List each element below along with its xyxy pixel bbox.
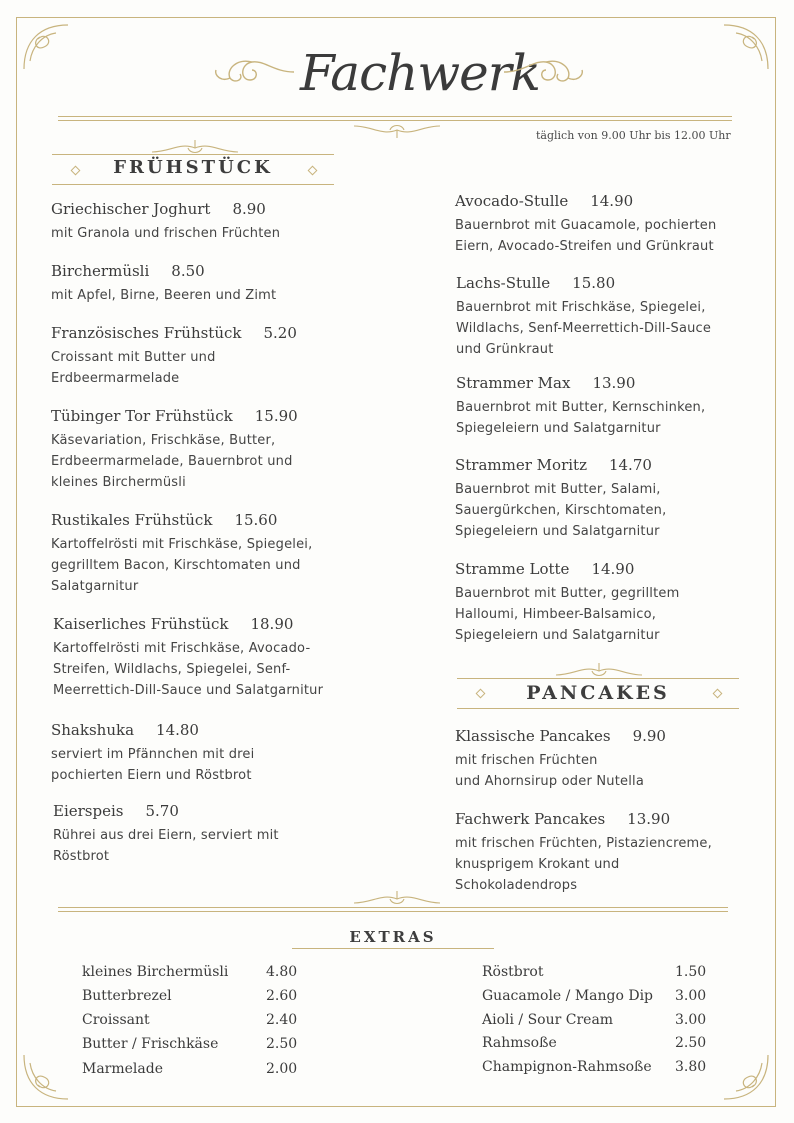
extra-name: Röstbrot [482, 964, 544, 980]
menu-item [51, 721, 254, 786]
extra-name: Rahmsoße [482, 1035, 557, 1051]
extra-item [82, 988, 298, 1004]
flourish-ornament-icon [352, 889, 442, 907]
menu-item [455, 192, 716, 257]
item-price: 5.70 [145, 802, 179, 820]
menu-item [455, 456, 666, 542]
logo: Fachwerk [300, 44, 540, 102]
item-price: 14.80 [156, 721, 199, 739]
menu-item [456, 374, 705, 439]
item-price: 13.90 [592, 374, 636, 392]
item-description: Bauernbrot mit Guacamole, pochierten Eiern, Avocado-Streifen und Grünkraut [455, 218, 717, 254]
corner-ornament-icon [720, 1051, 772, 1103]
extra-name: Croissant [82, 1012, 150, 1028]
extras-divider [58, 907, 728, 912]
extra-price: 2.40 [266, 1012, 298, 1028]
extra-price: 3.00 [675, 988, 707, 1004]
header-divider [58, 116, 732, 121]
item-name: Eierspeis [53, 802, 124, 820]
extra-price: 2.50 [675, 1035, 707, 1051]
item-price: 15.90 [254, 407, 298, 425]
menu-item [455, 560, 679, 646]
item-price: 15.60 [234, 511, 278, 529]
item-description: Rührei aus drei Eiern, serviert mit Röstbrot [53, 828, 279, 864]
item-price: 18.90 [250, 615, 294, 633]
item-description: Bauernbrot mit Frischkäse, Spiegelei, Wildlachs, Senf-Meerrettich-Dill-Sauce und Grünkraut [456, 300, 712, 357]
section-title-extras: EXTRAS [349, 928, 437, 946]
item-name: Französisches Frühstück [51, 324, 242, 342]
item-name: Rustikales Frühstück [51, 511, 213, 529]
menu-item [455, 810, 712, 896]
item-name: Tübinger Tor Frühstück [51, 407, 233, 425]
item-name: Fachwerk Pancakes [455, 810, 606, 828]
flourish-ornament-icon [554, 661, 644, 679]
extra-item [82, 964, 298, 980]
extra-item [482, 1012, 707, 1028]
section-divider [457, 708, 739, 709]
menu-item [51, 200, 280, 244]
section-divider [52, 184, 334, 185]
item-price: 13.90 [627, 810, 671, 828]
extra-name: Marmelade [82, 1061, 164, 1077]
item-description: mit Granola und frischen Früchten [51, 226, 281, 241]
item-description: serviert im Pfännchen mit drei pochierten Eiern und Röstbrot [51, 747, 255, 783]
item-name: Strammer Max [456, 374, 571, 392]
item-price: 8.90 [232, 200, 266, 218]
extra-item [482, 1059, 707, 1075]
section-title-pancakes: PANCAKES [526, 682, 670, 704]
section-divider [292, 948, 494, 949]
menu-item [51, 262, 276, 306]
menu-item [51, 407, 298, 493]
item-description: mit frischen Früchten und Ahornsirup oder Nutella [455, 753, 644, 789]
menu-item [53, 802, 279, 867]
item-description: mit frischen Früchten, Pistaziencreme, knusprigem Krokant und Schokoladendrops [455, 836, 712, 893]
item-price: 5.20 [263, 324, 297, 342]
corner-ornament-icon [20, 21, 72, 73]
item-price: 8.50 [171, 262, 205, 280]
section-divider [52, 154, 334, 155]
extra-price: 2.60 [266, 988, 298, 1004]
extra-item [82, 1061, 298, 1077]
opening-hours: täglich von 9.00 Uhr bis 12.00 Uhr [536, 129, 731, 142]
extra-name: Butter / Frischkäse [82, 1036, 219, 1052]
menu-item [456, 274, 711, 360]
item-name: Lachs-Stulle [456, 274, 551, 292]
extra-price: 1.50 [675, 964, 707, 980]
item-price: 14.90 [590, 192, 634, 210]
item-name: Strammer Moritz [455, 456, 587, 474]
extra-name: kleines Birchermüsli [82, 964, 229, 980]
swirl-ornament-icon [500, 52, 588, 92]
item-description: Käsevariation, Frischkäse, Butter, Erdbeermarmelade, Bauernbrot und kleines Birchermüsli [51, 433, 293, 490]
item-name: Klassische Pancakes [455, 727, 611, 745]
swirl-ornament-icon [210, 52, 298, 92]
extra-price: 3.80 [675, 1059, 707, 1075]
item-description: Kartoffelrösti mit Frischkäse, Avocado- Streifen, Wildlachs, Spiegelei, Senf- Meerrettich-Dill-Sauce und Salatgarnitur [53, 641, 324, 698]
item-price: 9.90 [632, 727, 666, 745]
extra-item [82, 1012, 298, 1028]
item-price: 14.90 [591, 560, 635, 578]
extra-item [482, 1035, 707, 1051]
item-name: Shakshuka [51, 721, 135, 739]
extra-price: 3.00 [675, 1012, 707, 1028]
section-divider [457, 678, 739, 679]
corner-ornament-icon [20, 1051, 72, 1103]
item-description: mit Apfel, Birne, Beeren und Zimt [51, 288, 277, 303]
menu-item [53, 615, 323, 701]
item-name: Griechischer Joghurt [51, 200, 211, 218]
extra-name: Champignon-Rahmsoße [482, 1059, 652, 1075]
extra-item [482, 964, 707, 980]
extra-item [82, 1036, 298, 1052]
extra-price: 2.50 [266, 1036, 298, 1052]
flourish-ornament-icon [352, 122, 442, 140]
item-name: Birchermüsli [51, 262, 150, 280]
section-title-fruehstueck: FRÜHSTÜCK [113, 157, 273, 178]
extra-price: 2.00 [266, 1061, 298, 1077]
item-description: Kartoffelrösti mit Frischkäse, Spiegelei, gegrilltem Bacon, Kirschtomaten und Salatgarnitur [51, 537, 313, 594]
item-name: Stramme Lotte [455, 560, 570, 578]
item-name: Avocado-Stulle [455, 192, 569, 210]
item-price: 15.80 [572, 274, 616, 292]
corner-ornament-icon [720, 21, 772, 73]
menu-item [455, 727, 666, 792]
extra-name: Aioli / Sour Cream [482, 1012, 614, 1028]
item-description: Bauernbrot mit Butter, gegrilltem Halloumi, Himbeer-Balsamico, Spiegeleiern und Salatgarnitur [455, 586, 680, 643]
extra-item [482, 988, 707, 1004]
extra-name: Butterbrezel [82, 988, 172, 1004]
item-description: Bauernbrot mit Butter, Salami, Sauergürkchen, Kirschtomaten, Spiegeleiern und Salatgarnitur [455, 482, 667, 539]
extra-price: 4.80 [266, 964, 298, 980]
item-name: Kaiserliches Frühstück [53, 615, 229, 633]
item-description: Bauernbrot mit Butter, Kernschinken, Spiegeleiern und Salatgarnitur [456, 400, 706, 436]
menu-item [51, 511, 312, 597]
extra-name: Guacamole / Mango Dip [482, 988, 654, 1004]
item-price: 14.70 [608, 456, 652, 474]
item-description: Croissant mit Butter und Erdbeermarmelade [51, 350, 216, 386]
menu-item [51, 324, 297, 389]
